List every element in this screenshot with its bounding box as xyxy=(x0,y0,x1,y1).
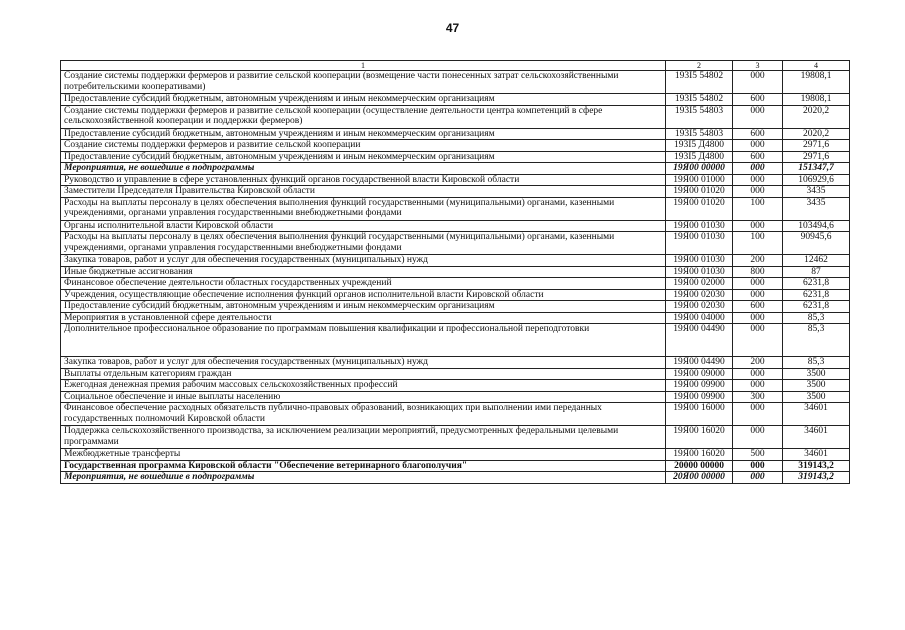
row-code-cell: 193I5 54802 xyxy=(666,94,733,106)
table-row xyxy=(61,403,850,426)
row-amount-cell: 3500 xyxy=(783,380,850,392)
row-code-cell: 19Я00 02030 xyxy=(666,301,733,313)
row-expense-type-cell: 000 xyxy=(733,368,783,380)
row-amount-cell: 6231,8 xyxy=(783,301,850,313)
table-row xyxy=(61,289,850,301)
row-expense-type-cell: 000 xyxy=(733,71,783,94)
row-name-cell: Предоставление субсидий бюджетным, автономным учреждениям и иным некоммерческим организациям xyxy=(61,301,666,313)
table-row xyxy=(61,94,850,106)
row-expense-type-cell: 600 xyxy=(733,128,783,140)
row-amount-cell: 12462 xyxy=(783,255,850,267)
row-name-cell: Мероприятия, не вошедшие в подпрограммы xyxy=(61,163,666,175)
row-name-cell: Создание системы поддержки фермеров и развитие сельской кооперации xyxy=(61,140,666,152)
row-amount-cell: 6231,8 xyxy=(783,278,850,290)
row-expense-type-cell: 300 xyxy=(733,391,783,403)
row-code-cell: 193I5 Д4800 xyxy=(666,151,733,163)
table-body xyxy=(61,71,850,484)
row-code-cell: 20Я00 00000 xyxy=(666,472,733,484)
row-amount-cell: 2020,2 xyxy=(783,105,850,128)
table-row xyxy=(61,151,850,163)
row-code-cell: 19Я00 02000 xyxy=(666,278,733,290)
row-code-cell: 19Я00 16020 xyxy=(666,426,733,449)
row-name-cell: Иные бюджетные ассигнования xyxy=(61,266,666,278)
table-row xyxy=(61,232,850,255)
row-expense-type-cell: 000 xyxy=(733,140,783,152)
table-row xyxy=(61,460,850,472)
row-name-cell: Создание системы поддержки фермеров и развитие сельской кооперации (осуществление деятельности центра компетенций в сфере сельскохозяйственной кооперации и поддержки фермеров) xyxy=(61,105,666,128)
column-header-2: 2 xyxy=(666,61,733,71)
column-header-1: 1 xyxy=(61,61,666,71)
row-name-cell: Финансовое обеспечение расходных обязательств публично-правовых образований, возникающих при выполнении ими переданных государственных полномочий Кировской области xyxy=(61,403,666,426)
column-header-4: 4 xyxy=(783,61,850,71)
row-code-cell: 19Я00 16000 xyxy=(666,403,733,426)
row-code-cell: 19Я00 16020 xyxy=(666,449,733,461)
row-expense-type-cell: 600 xyxy=(733,301,783,313)
row-expense-type-cell: 600 xyxy=(733,94,783,106)
row-name-cell: Социальное обеспечение и иные выплаты населению xyxy=(61,391,666,403)
table-row xyxy=(61,301,850,313)
row-name-cell: Ежегодная денежная премия рабочим массовых сельскохозяйственных профессий xyxy=(61,380,666,392)
row-code-cell: 19Я00 09900 xyxy=(666,380,733,392)
budget-table xyxy=(60,60,850,484)
row-name-cell: Расходы на выплаты персоналу в целях обеспечения выполнения функций государственными (муниципальными) органами, казенными учреждениями, органами управления государственными внебюджетными фондами xyxy=(61,197,666,220)
row-code-cell: 19Я00 04000 xyxy=(666,312,733,324)
row-code-cell: 193I5 54803 xyxy=(666,128,733,140)
row-name-cell: Дополнительное профессиональное образование по программам повышения квалификации и профессиональной переподготовки xyxy=(61,324,666,357)
row-name-cell: Заместители Председателя Правительства Кировской области xyxy=(61,186,666,198)
table-row xyxy=(61,391,850,403)
table-row xyxy=(61,255,850,267)
row-amount-cell: 319143,2 xyxy=(783,472,850,484)
row-name-cell: Закупка товаров, работ и услуг для обеспечения государственных (муниципальных) нужд xyxy=(61,255,666,267)
row-amount-cell: 6231,8 xyxy=(783,289,850,301)
table-row xyxy=(61,266,850,278)
row-amount-cell: 34601 xyxy=(783,403,850,426)
row-amount-cell: 85,3 xyxy=(783,324,850,357)
row-code-cell: 193I5 Д4800 xyxy=(666,140,733,152)
row-expense-type-cell: 000 xyxy=(733,380,783,392)
row-amount-cell: 90945,6 xyxy=(783,232,850,255)
row-amount-cell: 87 xyxy=(783,266,850,278)
row-expense-type-cell: 100 xyxy=(733,232,783,255)
table-row xyxy=(61,472,850,484)
table-header-row xyxy=(61,61,850,71)
row-code-cell: 19Я00 01030 xyxy=(666,232,733,255)
row-code-cell: 19Я00 09900 xyxy=(666,391,733,403)
row-name-cell: Мероприятия в установленной сфере деятельности xyxy=(61,312,666,324)
row-code-cell: 19Я00 09000 xyxy=(666,368,733,380)
row-name-cell: Государственная программа Кировской области "Обеспечение ветеринарного благополучия" xyxy=(61,460,666,472)
row-amount-cell: 106929,6 xyxy=(783,174,850,186)
row-amount-cell: 2020,2 xyxy=(783,128,850,140)
row-code-cell: 19Я00 04490 xyxy=(666,357,733,369)
row-code-cell: 19Я00 01000 xyxy=(666,174,733,186)
row-amount-cell: 2971,6 xyxy=(783,140,850,152)
row-expense-type-cell: 000 xyxy=(733,403,783,426)
row-amount-cell: 85,3 xyxy=(783,357,850,369)
table-row xyxy=(61,357,850,369)
row-name-cell: Создание системы поддержки фермеров и развитие сельской кооперации (возмещение части понесенных затрат сельскохозяйственными потребительскими кооперативами) xyxy=(61,71,666,94)
row-amount-cell: 3435 xyxy=(783,186,850,198)
table-row xyxy=(61,312,850,324)
table-row xyxy=(61,426,850,449)
row-expense-type-cell: 000 xyxy=(733,220,783,232)
row-name-cell: Предоставление субсидий бюджетным, автономным учреждениям и иным некоммерческим организациям xyxy=(61,94,666,106)
row-code-cell: 20000 00000 xyxy=(666,460,733,472)
table-row xyxy=(61,197,850,220)
row-amount-cell: 2971,6 xyxy=(783,151,850,163)
row-code-cell: 19Я00 01030 xyxy=(666,266,733,278)
table-row xyxy=(61,105,850,128)
table-row xyxy=(61,220,850,232)
row-code-cell: 193I5 54803 xyxy=(666,105,733,128)
row-expense-type-cell: 800 xyxy=(733,266,783,278)
row-amount-cell: 3500 xyxy=(783,368,850,380)
row-expense-type-cell: 600 xyxy=(733,151,783,163)
row-amount-cell: 34601 xyxy=(783,426,850,449)
row-expense-type-cell: 000 xyxy=(733,460,783,472)
row-expense-type-cell: 000 xyxy=(733,426,783,449)
row-name-cell: Поддержка сельскохозяйственного производства, за исключением реализации мероприятий, предусмотренных федеральными целевыми программами xyxy=(61,426,666,449)
row-expense-type-cell: 100 xyxy=(733,197,783,220)
table-row xyxy=(61,71,850,94)
row-name-cell: Выплаты отдельным категориям граждан xyxy=(61,368,666,380)
row-expense-type-cell: 000 xyxy=(733,186,783,198)
row-amount-cell: 19808,1 xyxy=(783,71,850,94)
row-expense-type-cell: 200 xyxy=(733,357,783,369)
table-row xyxy=(61,324,850,357)
row-code-cell: 19Я00 01020 xyxy=(666,186,733,198)
row-expense-type-cell: 000 xyxy=(733,324,783,357)
row-expense-type-cell: 000 xyxy=(733,163,783,175)
row-code-cell: 19Я00 01030 xyxy=(666,220,733,232)
row-amount-cell: 19808,1 xyxy=(783,94,850,106)
table-row xyxy=(61,368,850,380)
row-expense-type-cell: 000 xyxy=(733,472,783,484)
row-name-cell: Руководство и управление в сфере установленных функций органов государственной власти Кировской области xyxy=(61,174,666,186)
row-amount-cell: 103494,6 xyxy=(783,220,850,232)
row-code-cell: 19Я00 02030 xyxy=(666,289,733,301)
row-code-cell: 19Я00 04490 xyxy=(666,324,733,357)
row-expense-type-cell: 000 xyxy=(733,278,783,290)
row-expense-type-cell: 000 xyxy=(733,174,783,186)
row-code-cell: 193I5 54802 xyxy=(666,71,733,94)
row-name-cell: Предоставление субсидий бюджетным, автономным учреждениям и иным некоммерческим организациям xyxy=(61,128,666,140)
table-row xyxy=(61,128,850,140)
table-row xyxy=(61,380,850,392)
row-name-cell: Учреждения, осуществляющие обеспечение исполнения функций органов исполнительной власти Кировской области xyxy=(61,289,666,301)
row-code-cell: 19Я00 00000 xyxy=(666,163,733,175)
row-expense-type-cell: 500 xyxy=(733,449,783,461)
row-expense-type-cell: 000 xyxy=(733,312,783,324)
page-number: 47 xyxy=(445,21,460,35)
row-name-cell: Межбюджетные трансферты xyxy=(61,449,666,461)
row-amount-cell: 3435 xyxy=(783,197,850,220)
row-expense-type-cell: 000 xyxy=(733,289,783,301)
row-expense-type-cell: 200 xyxy=(733,255,783,267)
table-row xyxy=(61,174,850,186)
row-amount-cell: 151347,7 xyxy=(783,163,850,175)
row-name-cell: Мероприятия, не вошедшие в подпрограммы xyxy=(61,472,666,484)
row-name-cell: Органы исполнительной власти Кировской области xyxy=(61,220,666,232)
table-row xyxy=(61,163,850,175)
row-expense-type-cell: 000 xyxy=(733,105,783,128)
column-header-3: 3 xyxy=(733,61,783,71)
row-name-cell: Расходы на выплаты персоналу в целях обеспечения выполнения функций государственными (муниципальными) органами, казенными учреждениями, органами управления государственными внебюджетными фондами xyxy=(61,232,666,255)
row-code-cell: 19Я00 01030 xyxy=(666,255,733,267)
row-name-cell: Закупка товаров, работ и услуг для обеспечения государственных (муниципальных) нужд xyxy=(61,357,666,369)
row-amount-cell: 85,3 xyxy=(783,312,850,324)
table-row xyxy=(61,278,850,290)
row-code-cell: 19Я00 01020 xyxy=(666,197,733,220)
row-amount-cell: 3500 xyxy=(783,391,850,403)
row-name-cell: Финансовое обеспечение деятельности областных государственных учреждений xyxy=(61,278,666,290)
row-name-cell: Предоставление субсидий бюджетным, автономным учреждениям и иным некоммерческим организациям xyxy=(61,151,666,163)
table-row xyxy=(61,449,850,461)
table-row xyxy=(61,140,850,152)
table-row xyxy=(61,186,850,198)
row-amount-cell: 34601 xyxy=(783,449,850,461)
row-amount-cell: 319143,2 xyxy=(783,460,850,472)
